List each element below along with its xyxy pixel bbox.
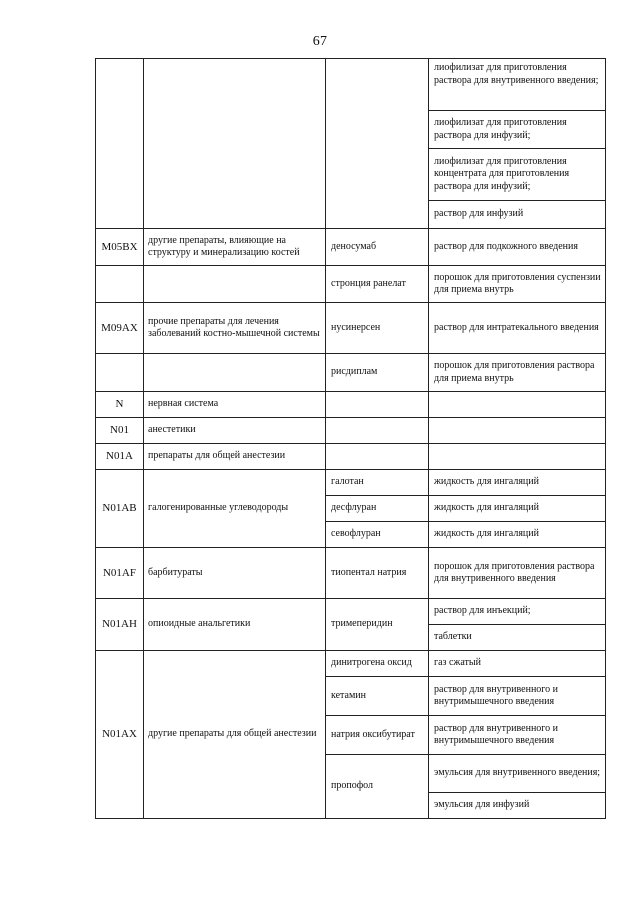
substance-cell: пропофол — [326, 755, 429, 819]
form-cell: эмульсия для инфузий — [429, 793, 606, 819]
substance-cell: тримеперидин — [326, 599, 429, 651]
group-name-cell: анестетики — [144, 418, 326, 444]
table-row — [96, 418, 606, 444]
group-name-cell: барбитураты — [144, 548, 326, 599]
form-cell — [429, 418, 606, 444]
table-row — [96, 599, 606, 625]
form-cell: раствор для инъекций; — [429, 599, 606, 625]
form-cell: лиофилизат для приготовления концентрата для приготовления раствора для инфузий; — [429, 149, 606, 201]
code-cell: N — [96, 392, 144, 418]
substance-cell — [326, 59, 429, 229]
form-cell: раствор для подкожного введения — [429, 229, 606, 266]
code-cell: N01AX — [96, 651, 144, 819]
form-cell: газ сжатый — [429, 651, 606, 677]
form-cell: порошок для приготовления суспензии для приема внутрь — [429, 266, 606, 303]
form-cell: порошок для приготовления раствора для приема внутрь — [429, 354, 606, 392]
table-row — [96, 548, 606, 599]
group-name-cell: прочие препараты для лечения заболеваний костно-мышечной системы — [144, 303, 326, 354]
form-cell: лиофилизат для приготовления раствора для инфузий; — [429, 111, 606, 149]
code-cell: N01 — [96, 418, 144, 444]
form-cell: жидкость для ингаляций — [429, 496, 606, 522]
table-row — [96, 651, 606, 677]
substance-cell: галотан — [326, 470, 429, 496]
code-cell: M05BX — [96, 229, 144, 266]
substance-cell: тиопентал натрия — [326, 548, 429, 599]
code-cell: N01AB — [96, 470, 144, 548]
drug-table — [95, 58, 606, 819]
form-cell: порошок для приготовления раствора для внутривенного введения — [429, 548, 606, 599]
substance-cell: десфлуран — [326, 496, 429, 522]
code-cell: N01AH — [96, 599, 144, 651]
substance-cell: кетамин — [326, 677, 429, 716]
form-cell: эмульсия для внутривенного введения; — [429, 755, 606, 793]
substance-cell: нусинерсен — [326, 303, 429, 354]
form-cell: жидкость для ингаляций — [429, 522, 606, 548]
substance-cell: деносумаб — [326, 229, 429, 266]
group-name-cell: другие препараты, влияющие на структуру и минерализацию костей — [144, 229, 326, 266]
substance-cell: севофлуран — [326, 522, 429, 548]
substance-cell: натрия оксибутират — [326, 716, 429, 755]
group-name-cell: галогенированные углеводороды — [144, 470, 326, 548]
form-cell: таблетки — [429, 625, 606, 651]
group-name-cell: опиоидные анальгетики — [144, 599, 326, 651]
group-name-cell: препараты для общей анестезии — [144, 444, 326, 470]
page-number: 67 — [312, 34, 328, 49]
group-name-cell: нервная система — [144, 392, 326, 418]
group-name-cell — [144, 354, 326, 392]
form-cell: раствор для инфузий — [429, 201, 606, 229]
table-row — [96, 444, 606, 470]
substance-cell — [326, 418, 429, 444]
code-cell: N01A — [96, 444, 144, 470]
table-row — [96, 470, 606, 496]
code-cell — [96, 354, 144, 392]
table-row — [96, 354, 606, 392]
substance-cell: стронция ранелат — [326, 266, 429, 303]
code-cell — [96, 59, 144, 229]
table-row — [96, 229, 606, 266]
table-row — [96, 266, 606, 303]
form-cell — [429, 392, 606, 418]
group-name-cell — [144, 266, 326, 303]
group-name-cell: другие препараты для общей анестезии — [144, 651, 326, 819]
table-row — [96, 59, 606, 111]
form-cell — [429, 444, 606, 470]
code-cell: M09AX — [96, 303, 144, 354]
form-cell: раствор для внутривенного и внутримышечного введения — [429, 716, 606, 755]
substance-cell: динитрогена оксид — [326, 651, 429, 677]
form-cell: жидкость для ингаляций — [429, 470, 606, 496]
substance-cell: рисдиплам — [326, 354, 429, 392]
group-name-cell — [144, 59, 326, 229]
table-row — [96, 303, 606, 354]
code-cell: N01AF — [96, 548, 144, 599]
substance-cell — [326, 392, 429, 418]
form-cell: раствор для интратекального введения — [429, 303, 606, 354]
code-cell — [96, 266, 144, 303]
form-cell: лиофилизат для приготовления раствора для внутривенного введения; — [429, 59, 606, 111]
substance-cell — [326, 444, 429, 470]
table-row — [96, 392, 606, 418]
form-cell: раствор для внутривенного и внутримышечного введения — [429, 677, 606, 716]
